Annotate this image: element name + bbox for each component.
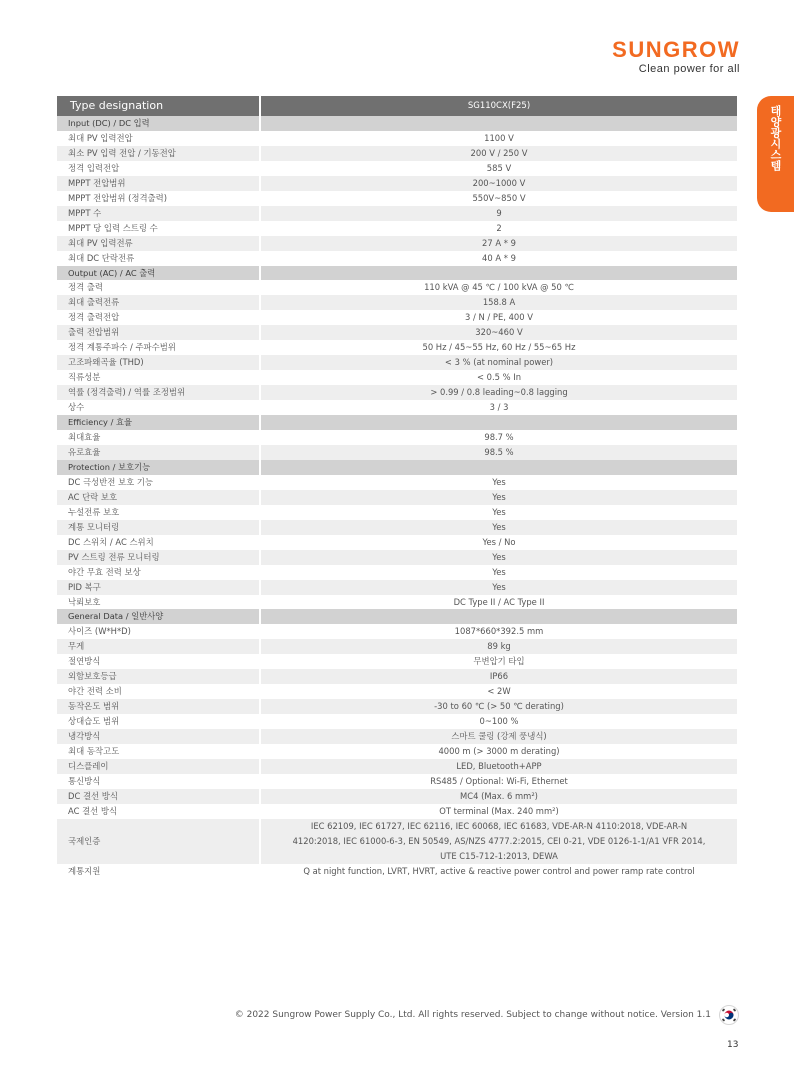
brand-name: SUNGROW bbox=[612, 37, 740, 62]
spec-label: 국제인증 bbox=[57, 819, 260, 864]
spec-value: 89 kg bbox=[260, 639, 737, 654]
spec-label: 최대 PV 입력전류 bbox=[57, 236, 260, 251]
section-value-spacer bbox=[260, 266, 737, 281]
section-value-spacer bbox=[260, 609, 737, 624]
table-row bbox=[57, 370, 737, 385]
table-row bbox=[57, 714, 737, 729]
section-title: Protection / 보호기능 bbox=[57, 460, 260, 475]
table-row bbox=[57, 385, 737, 400]
section-header-row bbox=[57, 609, 737, 624]
spec-value: Yes bbox=[260, 565, 737, 580]
table-row bbox=[57, 804, 737, 819]
table-row bbox=[57, 520, 737, 535]
spec-label: 상대습도 범위 bbox=[57, 714, 260, 729]
spec-label: DC 결선 방식 bbox=[57, 789, 260, 804]
spec-label: 정격 계통주파수 / 주파수범위 bbox=[57, 340, 260, 355]
spec-label: 사이즈 (W*H*D) bbox=[57, 624, 260, 639]
spec-value: 320~460 V bbox=[260, 325, 737, 340]
spec-value: 1100 V bbox=[260, 131, 737, 146]
spec-label: 정격 입력전압 bbox=[57, 161, 260, 176]
table-row bbox=[57, 251, 737, 266]
spec-value: Yes bbox=[260, 520, 737, 535]
table-row bbox=[57, 684, 737, 699]
spec-label: 최대 DC 단락전류 bbox=[57, 251, 260, 266]
table-row bbox=[57, 864, 737, 879]
section-header-row bbox=[57, 116, 737, 131]
page-number: 13 bbox=[727, 1040, 739, 1050]
spec-value: 550V~850 V bbox=[260, 191, 737, 206]
spec-label: DC 스위치 / AC 스위치 bbox=[57, 535, 260, 550]
table-row bbox=[57, 400, 737, 415]
spec-value: Yes bbox=[260, 580, 737, 595]
korea-flag-icon bbox=[719, 1005, 739, 1025]
spec-value: 9 bbox=[260, 206, 737, 221]
section-header-row bbox=[57, 266, 737, 281]
spec-value: 98.7 % bbox=[260, 430, 737, 445]
spec-value: 스마트 쿨링 (강제 풍냉식) bbox=[260, 729, 737, 744]
spec-label: 계통 모니터링 bbox=[57, 520, 260, 535]
table-row bbox=[57, 535, 737, 550]
spec-label: 낙뢰보호 bbox=[57, 595, 260, 610]
table-row bbox=[57, 505, 737, 520]
copyright-text: © 2022 Sungrow Power Supply Co., Ltd. All rights reserved. Subject to change without notice. Version 1.1 bbox=[234, 1010, 711, 1020]
spec-table-body bbox=[57, 96, 737, 879]
spec-value: 200~1000 V bbox=[260, 176, 737, 191]
spec-label: 상수 bbox=[57, 400, 260, 415]
spec-label: 직류성분 bbox=[57, 370, 260, 385]
table-row bbox=[57, 236, 737, 251]
spec-value: Yes bbox=[260, 490, 737, 505]
spec-label: 통신방식 bbox=[57, 774, 260, 789]
table-row bbox=[57, 639, 737, 654]
spec-label: 유로효율 bbox=[57, 445, 260, 460]
spec-label: 계통지원 bbox=[57, 864, 260, 879]
table-row bbox=[57, 221, 737, 236]
spec-value: < 0.5 % In bbox=[260, 370, 737, 385]
spec-value: IEC 62109, IEC 61727, IEC 62116, IEC 60068, IEC 61683, VDE-AR-N 4110:2018, VDE-AR-N 4120:2018, IEC 61000-6-3, EN 50549, AS/NZS 4777.2:2015, CEI 0-21, VDE 0126-1-1/A1 VFR 2014, UTE C15-712-1:2013, DEWA bbox=[260, 819, 737, 864]
table-row bbox=[57, 744, 737, 759]
spec-value: < 2W bbox=[260, 684, 737, 699]
spec-value: 27 A * 9 bbox=[260, 236, 737, 251]
spec-label: 냉각방식 bbox=[57, 729, 260, 744]
spec-label: MPPT 전압범위 bbox=[57, 176, 260, 191]
spec-value: Yes bbox=[260, 475, 737, 490]
spec-value: 50 Hz / 45~55 Hz, 60 Hz / 55~65 Hz bbox=[260, 340, 737, 355]
table-row bbox=[57, 475, 737, 490]
spec-value: RS485 / Optional: Wi-Fi, Ethernet bbox=[260, 774, 737, 789]
spec-label: 출력 전압범위 bbox=[57, 325, 260, 340]
table-row bbox=[57, 340, 737, 355]
table-row bbox=[57, 699, 737, 714]
table-row bbox=[57, 355, 737, 370]
section-title: Input (DC) / DC 입력 bbox=[57, 116, 260, 131]
spec-label: 정격 출력전압 bbox=[57, 310, 260, 325]
brand-tagline: Clean power for all bbox=[638, 63, 740, 75]
table-row bbox=[57, 310, 737, 325]
spec-label: 최대 PV 입력전압 bbox=[57, 131, 260, 146]
spec-table bbox=[57, 96, 737, 879]
spec-value: 158.8 A bbox=[260, 295, 737, 310]
spec-value: 3 / 3 bbox=[260, 400, 737, 415]
type-designation-label: Type designation bbox=[57, 96, 260, 116]
table-row bbox=[57, 759, 737, 774]
table-row bbox=[57, 654, 737, 669]
table-row bbox=[57, 161, 737, 176]
table-row bbox=[57, 295, 737, 310]
table-row bbox=[57, 580, 737, 595]
table-row bbox=[57, 819, 737, 864]
table-row bbox=[57, 490, 737, 505]
spec-value: LED, Bluetooth+APP bbox=[260, 759, 737, 774]
table-row bbox=[57, 565, 737, 580]
spec-label: 최대 출력전류 bbox=[57, 295, 260, 310]
spec-label: AC 단락 보호 bbox=[57, 490, 260, 505]
spec-label: 누설전류 보호 bbox=[57, 505, 260, 520]
section-header-row bbox=[57, 415, 737, 430]
spec-label: 디스플레이 bbox=[57, 759, 260, 774]
spec-value: 무변압기 타입 bbox=[260, 654, 737, 669]
table-row bbox=[57, 550, 737, 565]
table-row bbox=[57, 131, 737, 146]
table-row bbox=[57, 206, 737, 221]
spec-label: 동작온도 범위 bbox=[57, 699, 260, 714]
spec-value: Yes bbox=[260, 505, 737, 520]
spec-value: -30 to 60 ℃ (> 50 ℃ derating) bbox=[260, 699, 737, 714]
section-value-spacer bbox=[260, 415, 737, 430]
spec-value: 2 bbox=[260, 221, 737, 236]
table-row bbox=[57, 280, 737, 295]
section-title: Efficiency / 효율 bbox=[57, 415, 260, 430]
table-row bbox=[57, 445, 737, 460]
spec-label: 역률 (정격출력) / 역률 조정범위 bbox=[57, 385, 260, 400]
spec-value: < 3 % (at nominal power) bbox=[260, 355, 737, 370]
spec-value: 3 / N / PE, 400 V bbox=[260, 310, 737, 325]
table-row bbox=[57, 774, 737, 789]
table-header-row bbox=[57, 96, 737, 116]
section-side-tab[interactable] bbox=[757, 96, 794, 212]
spec-label: AC 결선 방식 bbox=[57, 804, 260, 819]
spec-label: MPPT 수 bbox=[57, 206, 260, 221]
table-row bbox=[57, 669, 737, 684]
spec-label: 야간 전력 소비 bbox=[57, 684, 260, 699]
side-tab-label: 태양광시스템 bbox=[769, 105, 782, 171]
table-row bbox=[57, 176, 737, 191]
model-name: SG110CX(F25) bbox=[260, 96, 737, 116]
spec-value: 4000 m (> 3000 m derating) bbox=[260, 744, 737, 759]
section-title: Output (AC) / AC 출력 bbox=[57, 266, 260, 281]
section-header-row bbox=[57, 460, 737, 475]
spec-label: MPPT 당 입력 스트링 수 bbox=[57, 221, 260, 236]
spec-value: Yes / No bbox=[260, 535, 737, 550]
table-row bbox=[57, 146, 737, 161]
spec-value: DC Type II / AC Type II bbox=[260, 595, 737, 610]
spec-label: 최대 동작고도 bbox=[57, 744, 260, 759]
spec-value: 200 V / 250 V bbox=[260, 146, 737, 161]
section-value-spacer bbox=[260, 116, 737, 131]
sungrow-logo bbox=[588, 38, 740, 75]
spec-label: 외함보호등급 bbox=[57, 669, 260, 684]
spec-value: Yes bbox=[260, 550, 737, 565]
spec-value: 40 A * 9 bbox=[260, 251, 737, 266]
spec-value: 585 V bbox=[260, 161, 737, 176]
spec-value: 0~100 % bbox=[260, 714, 737, 729]
table-row bbox=[57, 729, 737, 744]
spec-label: 고조파왜곡율 (THD) bbox=[57, 355, 260, 370]
spec-label: 최소 PV 입력 전압 / 기동전압 bbox=[57, 146, 260, 161]
section-title: General Data / 일반사양 bbox=[57, 609, 260, 624]
spec-label: 야간 무효 전력 보상 bbox=[57, 565, 260, 580]
spec-label: 무게 bbox=[57, 639, 260, 654]
spec-value: 98.5 % bbox=[260, 445, 737, 460]
table-row bbox=[57, 789, 737, 804]
table-row bbox=[57, 325, 737, 340]
spec-value: > 0.99 / 0.8 leading~0.8 lagging bbox=[260, 385, 737, 400]
spec-label: PV 스트링 전류 모니터링 bbox=[57, 550, 260, 565]
section-value-spacer bbox=[260, 460, 737, 475]
spec-label: 절연방식 bbox=[57, 654, 260, 669]
spec-label: 최대효율 bbox=[57, 430, 260, 445]
spec-label: 정격 출력 bbox=[57, 280, 260, 295]
table-row bbox=[57, 430, 737, 445]
spec-value: Q at night function, LVRT, HVRT, active & reactive power control and power ramp rate control bbox=[260, 864, 737, 879]
spec-value: 110 kVA @ 45 ℃ / 100 kVA @ 50 ℃ bbox=[260, 280, 737, 295]
table-row bbox=[57, 624, 737, 639]
spec-value: 1087*660*392.5 mm bbox=[260, 624, 737, 639]
spec-value: MC4 (Max. 6 mm²) bbox=[260, 789, 737, 804]
table-row bbox=[57, 595, 737, 610]
spec-label: DC 극성반전 보호 기능 bbox=[57, 475, 260, 490]
spec-label: PID 복구 bbox=[57, 580, 260, 595]
spec-value: OT terminal (Max. 240 mm²) bbox=[260, 804, 737, 819]
table-row bbox=[57, 191, 737, 206]
spec-value: IP66 bbox=[260, 669, 737, 684]
spec-label: MPPT 전압범위 (정격출력) bbox=[57, 191, 260, 206]
